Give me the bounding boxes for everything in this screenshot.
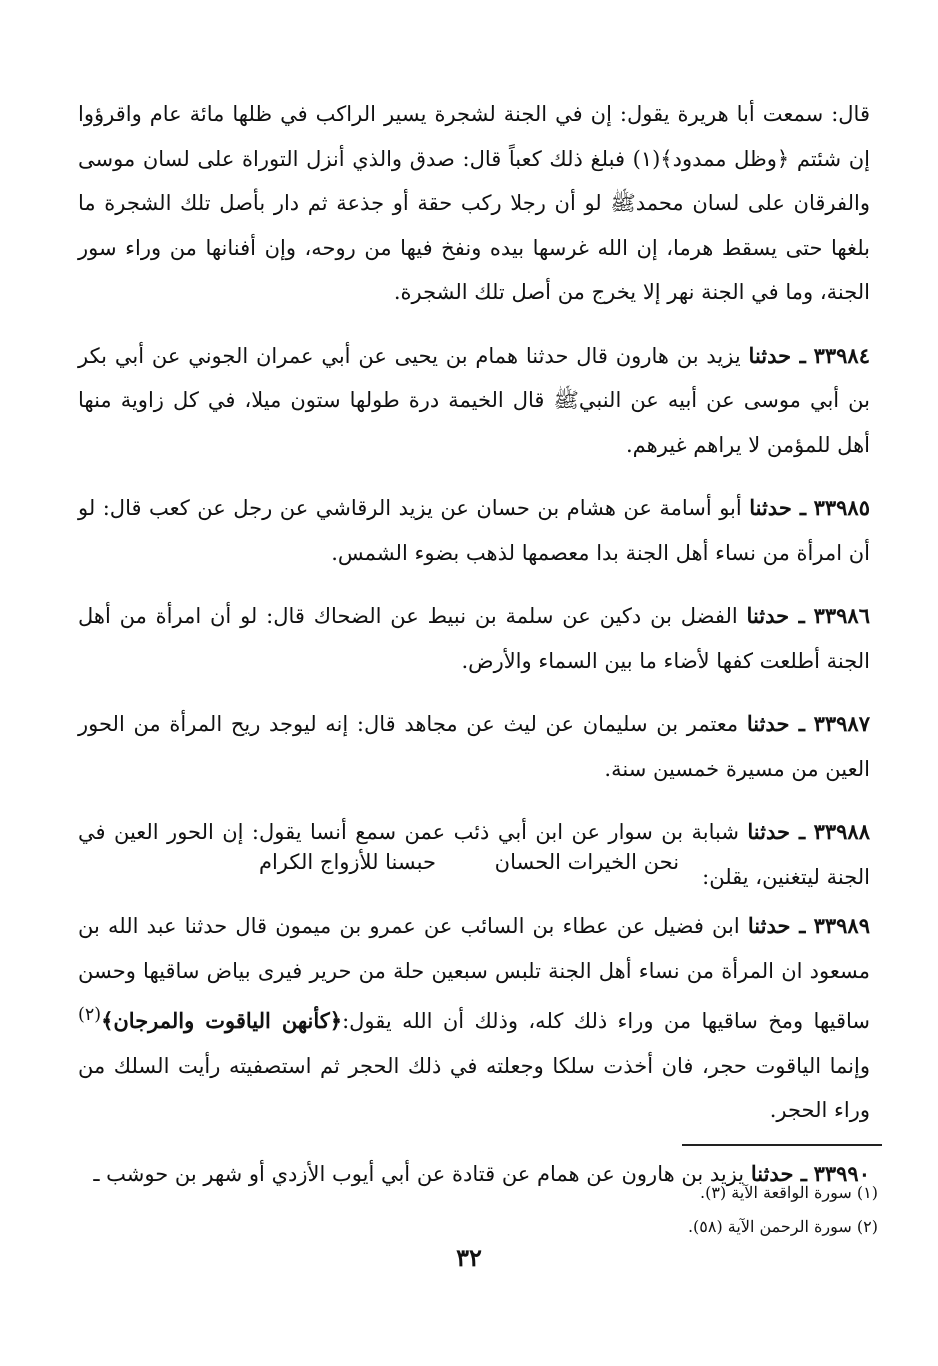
hadith-33989 <box>78 904 870 1133</box>
hadith-lead: ـ حدثنا <box>746 603 805 628</box>
main-text <box>78 92 870 918</box>
hadith-lead: ـ حدثنا <box>749 495 807 520</box>
hadith-33985 <box>78 486 870 575</box>
page-number: ٣٢ <box>456 1243 482 1272</box>
hadith-text-continued: وإنما الياقوت حجر، فان أخذت سلكا وجعلته في ذلك الحجر ثم استصفيته رأيت السلك من وراء الحجر. <box>78 1053 870 1122</box>
hadith-number: ٣٣٩٨٦ <box>813 603 870 628</box>
footnotes <box>78 1176 878 1244</box>
hadith-number: ٣٣٩٨٤ <box>813 342 870 368</box>
main-text-continued <box>78 904 870 1215</box>
hadith-number: ٣٣٩٩٠ <box>813 1160 870 1186</box>
hadith-text: معتمر بن سليمان عن ليث عن مجاهد قال: إنه ليوجد ريح المرأة من الحور العين من مسيرة خمسين سنة. <box>78 712 870 781</box>
poem-verse <box>0 840 938 884</box>
footnote-mark: (٢) <box>78 1005 102 1025</box>
hadith-lead: ـ حدثنا <box>748 342 806 368</box>
poem-first-hemistich: نحن الخيرات الحسان <box>494 850 680 874</box>
poem-second-hemistich: حبسنا للأزواج الكرام <box>258 850 436 874</box>
hadith-33986 <box>78 594 870 683</box>
paragraph-text: قال: سمعت أبا هريرة يقول: إن في الجنة لشجرة يسير الراكب في ظلها مائة عام واقرؤوا إن شئتم ﴿وظل ممدود﴾(١) فبلغ ذلك كعباً قال: صدق والذي أنزل التوراة على لسان موسى والفرقان على لسان محمدﷺ لو أن رجلا ركب حقة أو جذعة ثم دار بأصل تلك الشجرة ما بلغها حتى يسقط هرما، إن الله غرسها بيده ونفخ فيها من روحه، وإن أفنانها من وراء سور الجنة، وما في الجنة نهر إلا يخرج من أصل تلك الشجرة. <box>78 102 870 304</box>
hadith-33987 <box>78 702 870 791</box>
hadith-text: ابن فضيل عن عطاء بن السائب عن عمرو بن ميمون قال حدثنا عبد الله بن مسعود ان المرأة من نساء أهل الجنة تلبس سبعين حلة من حرير فيرى بياض ساقيها وحسن ساقيها ومخ ساقيها من وراء ذلك كله، وذلك أن الله يقول: <box>78 914 870 1033</box>
footnote-2: (٢) سورة الرحمن الآية (٥٨). <box>687 1217 878 1236</box>
hadith-lead: ـ حدثنا <box>746 711 805 736</box>
hadith-number: ٣٣٩٨٩ <box>813 913 870 938</box>
paragraph-continued <box>78 92 870 315</box>
footnote-1: (١) سورة الواقعة الآية (٣). <box>700 1183 878 1202</box>
hadith-text: شبابة بن سوار عن ابن أبي ذئب عمن سمع أنسا يقول: إن الحور العين في الجنة ليتغنين، يقلن: <box>78 820 870 889</box>
hadith-33984 <box>78 334 870 468</box>
hadith-text: الفضل بن دكين عن سلمة بن نبيط عن الضحاك قال: لو أن امرأة من أهل الجنة أطلعت كفها لأضاء ما بين السماء والأرض. <box>78 604 870 673</box>
hadith-lead: ـ حدثنا <box>750 1160 807 1186</box>
quran-quote: ﴿كأنهن الياقوت والمرجان﴾ <box>101 1008 343 1033</box>
hadith-number: ٣٣٩٨٧ <box>813 711 870 736</box>
hadith-text: يزيد بن هارون عن همام عن قتادة عن أبي أيوب الأزدي أو شهر بن حوشب ـ <box>93 1161 745 1186</box>
hadith-text: يزيد بن هارون قال حدثنا همام بن يحيى عن أبي عمران الجوني عن أبي بكر بن أبي موسى عن أبيه عن النبيﷺ قال الخيمة درة طولها ستون ميلا، في كل زاوية منها أهل للمؤمن لا يراهم غيرهم. <box>78 343 870 457</box>
hadith-lead: ـ حدثنا <box>747 819 806 844</box>
hadith-lead: ـ حدثنا <box>747 913 806 938</box>
hadith-number: ٣٣٩٨٨ <box>813 819 870 844</box>
footnote-separator <box>682 1144 882 1146</box>
hadith-text: أبو أسامة عن هشام بن حسان عن يزيد الرقاشي عن رجل عن كعب قال: لو أن امرأة من نساء أهل الجنة بدا معصمها لذهب بضوء الشمس. <box>78 496 870 565</box>
hadith-number: ٣٣٩٨٥ <box>813 495 870 520</box>
